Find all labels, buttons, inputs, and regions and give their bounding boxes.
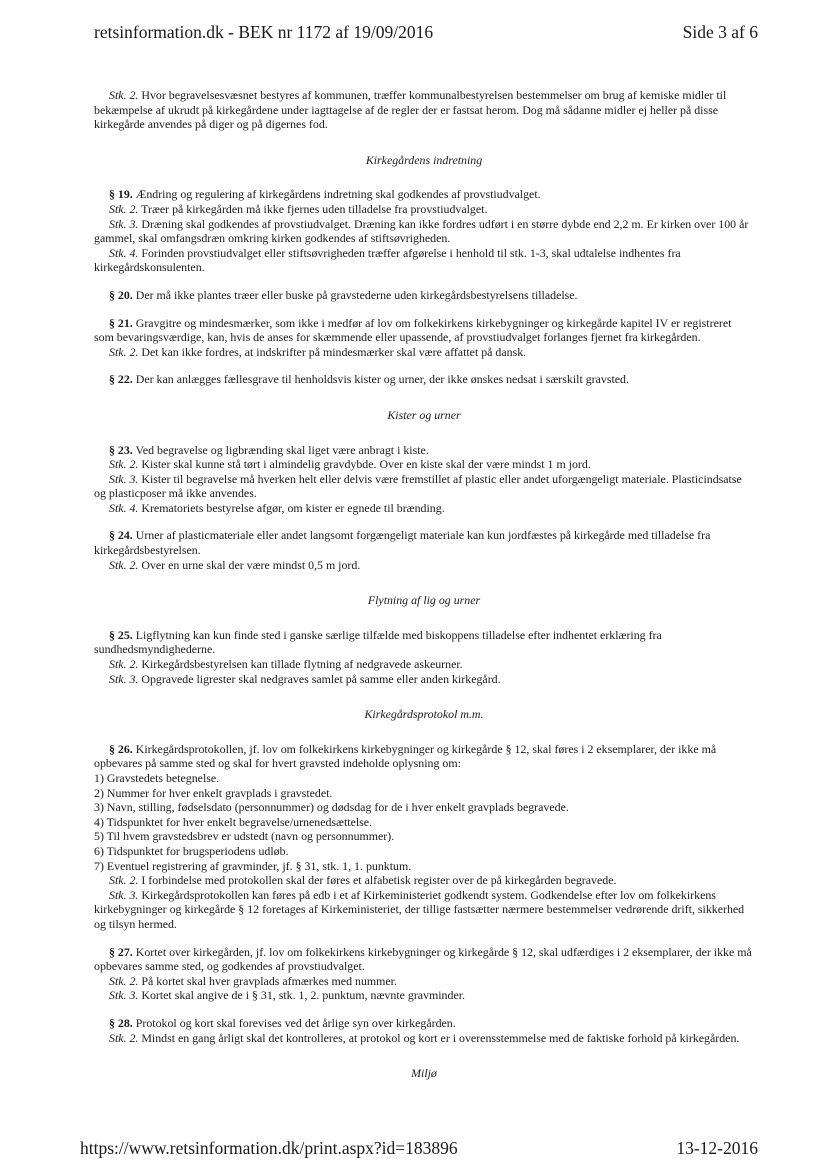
section-heading-flytning: Flytning af lig og urner	[367, 593, 481, 608]
list-item: 4) Tidspunktet for hver enkelt begravelse/urnenedsættelse.	[94, 814, 373, 829]
list-item: 2) Nummer for hver enkelt gravplads i gravstedet.	[94, 785, 333, 800]
paragraph-19: § 19. Ændring og regulering af kirkegårdens indretning skal godkendes af provstiudvalget.	[109, 187, 541, 202]
document-body	[94, 88, 754, 1101]
paragraph-23-stk4: Stk. 4. Krematoriets bestyrelse afgør, om kister er egnede til brænding.	[109, 500, 445, 515]
section-heading-protokol: Kirkegårdsprotokol m.m.	[364, 707, 484, 722]
paragraph-27-stk2: Stk. 2. På kortet skal hver gravplads afmærkes med nummer.	[109, 973, 397, 988]
section-heading-indretning: Kirkegårdens indretning	[365, 152, 483, 167]
list-item: 1) Gravstedets betegnelse.	[94, 771, 220, 785]
paragraph-22: § 22. Der kan anlægges fællesgrave til henholdsvis kister og urner, der ikke ønskes nedsat i særskilt gravsted.	[109, 372, 629, 387]
paragraph-19-stk2: Stk. 2. Træer på kirkegården må ikke fjernes uden tilladelse fra provstiudvalget.	[109, 201, 488, 216]
footer-date: 13-12-2016	[676, 1138, 758, 1158]
list-item: 3) Navn, stilling, fødselsdato (personnummer) og dødsdag for de i hver enkelt gravplads begravede.	[94, 800, 569, 815]
paragraph-28-stk2: Stk. 2. Mindst en gang årligt skal det kontrolleres, at protokol og kort er i overensstemmelse med de faktiske forhold på kirkegården.	[109, 1030, 740, 1045]
paragraph-25-stk3: Stk. 3. Opgravede ligrester skal nedgraves samlet på samme eller anden kirkegård.	[109, 671, 501, 686]
list-item: 5) Til hvem gravstedsbrev er udstedt (navn og personnummer).	[94, 829, 395, 844]
paragraph-23-stk3: Stk. 3. Kister til begravelse må hverken helt eller delvis være fremstillet af plastic eller andet uforgængeligt materiale. Plasticindsatse og plasticposer må ikke anvendes.	[94, 471, 742, 501]
paragraph-20: § 20. Der må ikke plantes træer eller buske på gravstederne uden kirkegårdsbestyrelsens tilladelse.	[109, 287, 578, 302]
paragraph-23-stk2: Stk. 2. Kister skal kunne stå tørt i almindelig gravdybde. Over en kiste skal der være mindst 1 m jord.	[109, 457, 591, 472]
paragraph-25-stk2: Stk. 2. Kirkegårdsbestyrelsen kan tillade flytning af nedgravede askeurner.	[109, 657, 463, 672]
paragraph-27: § 27. Kortet over kirkegården, jf. lov om folkekirkens kirkebygninger og kirkegårde § 12, skal udfærdiges i 2 eksemplarer, der ikke må opbevares samme sted, og godkendes af provstiudvalget.	[94, 944, 752, 974]
section-heading-miljo: Miljø	[411, 1066, 437, 1081]
paragraph-21-stk2: Stk. 2. Det kan ikke fordres, at indskrifter på mindesmærker skal være affattet på dansk.	[109, 344, 527, 359]
list-item: 7) Eventuel registrering af gravminder, jf. § 31, stk. 1, 1. punktum.	[94, 858, 412, 873]
paragraph-25: § 25. Ligflytning kan kun finde sted i ganske særlige tilfælde med biskoppens tilladelse efter indhentet erklæring fra sundhedsmyndighederne.	[94, 627, 662, 657]
footer-url: https://www.retsinformation.dk/print.aspx?id=183896	[80, 1138, 458, 1158]
paragraph-23: § 23. Ved begravelse og ligbrænding skal liget være anbragt i kiste.	[109, 442, 429, 457]
paragraph-26-stk2: Stk. 2. I forbindelse med protokollen skal der føres et alfabetisk register over de på kirkegården begravede.	[109, 873, 617, 888]
paragraph-27-stk3: Stk. 3. Kortet skal angive de i § 31, stk. 1, 2. punktum, nævnte gravminder.	[109, 988, 466, 1003]
list-item: 6) Tidspunktet for brugsperiodens udløb.	[94, 843, 289, 858]
paragraph-19-stk4: Stk. 4. Forinden provstiudvalget eller stiftsøvrigheden træffer afgørelse i henhold til stk. 1-3, skal udtalelse indhentes fra kirkegårdskonsulenten.	[94, 245, 681, 275]
section-heading-kister: Kister og urner	[387, 407, 461, 422]
header-title: retsinformation.dk - BEK nr 1172 af 19/09/2016	[94, 22, 434, 42]
paragraph-18-stk2: Stk. 2. Hvor begravelsesvæsnet bestyres af kommunen, træffer kommunalbestyrelsen bestemmelser om brug af kemiske midler til bekæmpelse af ukrudt på kirkegårdene under iagttagelse af de regler der er fastsat herom. Dog må sådanne midler ej heller på disse kirkegårde anvendes på diger og på digernes fod.	[94, 88, 727, 132]
paragraph-24: § 24. Urner af plasticmateriale eller andet langsomt forgængeligt materiale kan kun jordfæstes på kirkegårde med tilladelse fra kirkegårdsbestyrelsen.	[94, 528, 711, 558]
paragraph-26-stk3: Stk. 3. Kirkegårdsprotokollen kan føres på edb i et af Kirkeministeriet godkendt system. Godkendelse efter lov om folkekirkens kirkebygninger og kirkegårde § 12 foretages af Kirkeministeriet, der tillige fastsætter nærmere bestemmelser vedrørende drift, sikkerhed og tilsyn hermed.	[94, 887, 745, 931]
paragraph-24-stk2: Stk. 2. Over en urne skal der være mindst 0,5 m jord.	[109, 557, 361, 572]
paragraph-21: § 21. Gravgitre og mindesmærker, som ikke i medfør af lov om folkekirkens kirkebygninger og kirkegårde kapitel IV er registreret som bevaringsværdige, kan, hvis de anses for skæmmende eller upassende, af provstiudvalget forlanges fjernet fra kirkegården.	[94, 315, 732, 345]
paragraph-26: § 26. Kirkegårdsprotokollen, jf. lov om folkekirkens kirkebygninger og kirkegårde § 12, skal føres i 2 eksemplarer, der ikke må opbevares på samme sted og skal for hvert gravsted indeholde oplysning om:	[94, 741, 717, 771]
paragraph-19-stk3: Stk. 3. Dræning skal godkendes af provstiudvalget. Dræning kan ikke fordres udført i en større dybde end 2,2 m. Er kirken over 100 år gammel, skal omfangsdræn omkring kirken godkendes af stiftsøvrigheden.	[94, 216, 749, 246]
page-number: Side 3 af 6	[682, 22, 758, 42]
paragraph-28: § 28. Protokol og kort skal forevises ved det årlige syn over kirkegården.	[109, 1015, 456, 1030]
